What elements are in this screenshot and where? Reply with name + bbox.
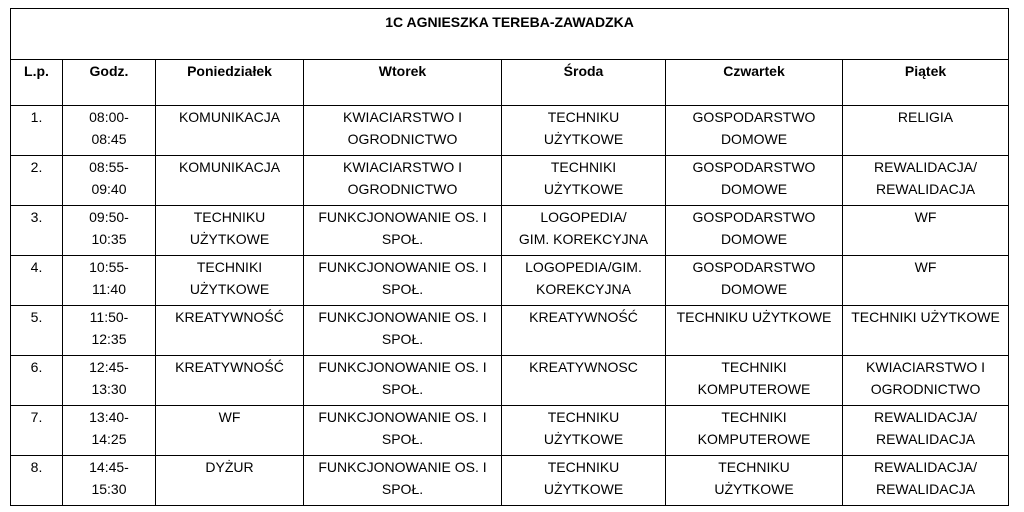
tuesday-subject-text: FUNKCJONOWANIE OS. I SPOŁ.	[318, 259, 487, 297]
tuesday-subject-text: KWIACIARSTWO I OGRODNICTWO	[343, 109, 462, 147]
thursday-subject-text: TECHNIKU UŻYTKOWE	[714, 459, 794, 497]
lesson-time	[63, 206, 156, 256]
lesson-time	[63, 406, 156, 456]
wednesday-subject	[502, 256, 666, 306]
lesson-time-text: 08:00- 08:45	[89, 109, 129, 147]
header-friday: Piątek	[843, 60, 1009, 106]
monday-subject	[156, 406, 304, 456]
friday-subject	[843, 406, 1009, 456]
tuesday-subject	[304, 306, 502, 356]
monday-subject-text: KOMUNIKACJA	[178, 159, 281, 175]
thursday-subject-text: GOSPODARSTWO DOMOWE	[692, 259, 816, 297]
header-wednesday: Środa	[502, 60, 666, 106]
wednesday-subject	[502, 456, 666, 506]
thursday-subject	[666, 106, 843, 156]
monday-subject-text: DYŻUR	[205, 459, 254, 475]
friday-subject-text: REWALIDACJA/ REWALIDACJA	[874, 159, 977, 197]
monday-subject-text: KREATYWNOŚĆ	[175, 309, 284, 325]
friday-subject-text: KWIACIARSTWO I OGRODNICTWO	[866, 359, 986, 397]
tuesday-subject-text: FUNKCJONOWANIE OS. I SPOŁ.	[318, 409, 487, 447]
header-lp: L.p.	[11, 60, 63, 106]
lesson-rows	[11, 106, 1009, 506]
thursday-subject	[666, 156, 843, 206]
thursday-subject	[666, 206, 843, 256]
wednesday-subject	[502, 156, 666, 206]
friday-subject	[843, 456, 1009, 506]
tuesday-subject-text: FUNKCJONOWANIE OS. I SPOŁ.	[318, 209, 487, 247]
lesson-number-text: 3.	[30, 209, 43, 225]
tuesday-subject	[304, 206, 502, 256]
thursday-subject	[666, 456, 843, 506]
title-row	[11, 9, 1009, 60]
lesson-time	[63, 356, 156, 406]
tuesday-subject-text: FUNKCJONOWANIE OS. I SPOŁ.	[318, 309, 487, 347]
lesson-time	[63, 456, 156, 506]
thursday-subject-text: GOSPODARSTWO DOMOWE	[692, 109, 816, 147]
lesson-time	[63, 306, 156, 356]
header-time: Godz.	[63, 60, 156, 106]
thursday-subject	[666, 256, 843, 306]
thursday-subject	[666, 406, 843, 456]
lesson-number-text: 6.	[30, 359, 43, 375]
friday-subject	[843, 256, 1009, 306]
friday-subject-text: WF	[914, 259, 937, 275]
lesson-time-text: 12:45- 13:30	[89, 359, 129, 397]
monday-subject-text: KOMUNIKACJA	[178, 109, 281, 125]
monday-subject	[156, 306, 304, 356]
tuesday-subject-text: KWIACIARSTWO I OGRODNICTWO	[343, 159, 462, 197]
tuesday-subject	[304, 406, 502, 456]
monday-subject	[156, 256, 304, 306]
lesson-number	[11, 456, 63, 506]
tuesday-subject-text: FUNKCJONOWANIE OS. I SPOŁ.	[318, 459, 487, 497]
wednesday-subject-text: KREATYWNOSC	[529, 359, 638, 375]
monday-subject	[156, 356, 304, 406]
lesson-number	[11, 206, 63, 256]
wednesday-subject-text: LOGOPEDIA/ GIM. KOREKCYJNA	[518, 209, 649, 247]
monday-subject-text: WF	[218, 409, 241, 425]
wednesday-subject-text: TECHNIKI UŻYTKOWE	[543, 159, 624, 197]
monday-subject	[156, 106, 304, 156]
tuesday-subject-text: FUNKCJONOWANIE OS. I SPOŁ.	[318, 359, 487, 397]
friday-subject-text: WF	[914, 209, 937, 225]
lesson-number	[11, 406, 63, 456]
monday-subject	[156, 206, 304, 256]
tuesday-subject	[304, 106, 502, 156]
lesson-number-text: 2.	[30, 159, 43, 175]
thursday-subject	[666, 356, 843, 406]
lesson-number	[11, 156, 63, 206]
lesson-time	[63, 106, 156, 156]
lesson-time-text: 09:50- 10:35	[89, 209, 129, 247]
lesson-number	[11, 356, 63, 406]
friday-subject	[843, 106, 1009, 156]
lesson-number-text: 5.	[30, 309, 43, 325]
header-monday: Poniedziałek	[156, 60, 304, 106]
thursday-subject-text: GOSPODARSTWO DOMOWE	[692, 209, 816, 247]
tuesday-subject	[304, 356, 502, 406]
thursday-subject-text: GOSPODARSTWO DOMOWE	[692, 159, 816, 197]
friday-subject	[843, 306, 1009, 356]
thursday-subject-text: TECHNIKI KOMPUTEROWE	[697, 359, 811, 397]
tuesday-subject	[304, 256, 502, 306]
friday-subject	[843, 356, 1009, 406]
monday-subject-text: KREATYWNOŚĆ	[175, 359, 284, 375]
wednesday-subject	[502, 406, 666, 456]
lesson-time-text: 13:40- 14:25	[89, 409, 129, 447]
lesson-time-text: 14:45- 15:30	[89, 459, 129, 497]
timetable-title: 1C AGNIESZKA TEREBA-ZAWADZKA	[11, 9, 1009, 60]
friday-subject-text: RELIGIA	[897, 109, 954, 125]
friday-subject-text: REWALIDACJA/ REWALIDACJA	[874, 459, 977, 497]
lesson-time-text: 08:55- 09:40	[89, 159, 129, 197]
table-row	[11, 106, 1009, 156]
lesson-time	[63, 156, 156, 206]
wednesday-subject	[502, 356, 666, 406]
monday-subject-text: TECHNIKI UŻYTKOWE	[189, 259, 270, 297]
lesson-number	[11, 256, 63, 306]
header-row	[11, 60, 1009, 106]
table-row	[11, 306, 1009, 356]
friday-subject-text: TECHNIKI UŻYTKOWE	[851, 309, 1000, 325]
tuesday-subject	[304, 156, 502, 206]
monday-subject	[156, 156, 304, 206]
wednesday-subject	[502, 306, 666, 356]
thursday-subject-text: TECHNIKI KOMPUTEROWE	[697, 409, 811, 447]
table-row	[11, 356, 1009, 406]
header-tuesday: Wtorek	[304, 60, 502, 106]
timetable	[10, 8, 1009, 506]
lesson-time	[63, 256, 156, 306]
monday-subject-text: TECHNIKU UŻYTKOWE	[189, 209, 270, 247]
lesson-number-text: 7.	[30, 409, 43, 425]
wednesday-subject	[502, 206, 666, 256]
lesson-time-text: 10:55- 11:40	[89, 259, 129, 297]
table-row	[11, 456, 1009, 506]
wednesday-subject	[502, 106, 666, 156]
table-row	[11, 206, 1009, 256]
wednesday-subject-text: TECHNIKU UŻYTKOWE	[543, 109, 624, 147]
lesson-number-text: 1.	[30, 109, 43, 125]
wednesday-subject-text: TECHNIKU UŻYTKOWE	[543, 459, 624, 497]
friday-subject	[843, 206, 1009, 256]
lesson-number	[11, 106, 63, 156]
monday-subject	[156, 456, 304, 506]
lesson-number-text: 4.	[30, 259, 43, 275]
lesson-number	[11, 306, 63, 356]
thursday-subject-text: TECHNIKU UŻYTKOWE	[676, 309, 832, 325]
tuesday-subject	[304, 456, 502, 506]
thursday-subject	[666, 306, 843, 356]
friday-subject-text: REWALIDACJA/ REWALIDACJA	[874, 409, 977, 447]
lesson-time-text: 11:50- 12:35	[89, 309, 129, 347]
table-row	[11, 406, 1009, 456]
wednesday-subject-text: TECHNIKU UŻYTKOWE	[543, 409, 624, 447]
lesson-number-text: 8.	[30, 459, 43, 475]
friday-subject	[843, 156, 1009, 206]
header-thursday: Czwartek	[666, 60, 843, 106]
wednesday-subject-text: KREATYWNOŚĆ	[529, 309, 638, 325]
table-row	[11, 256, 1009, 306]
table-row	[11, 156, 1009, 206]
wednesday-subject-text: LOGOPEDIA/GIM. KOREKCYJNA	[525, 259, 642, 297]
